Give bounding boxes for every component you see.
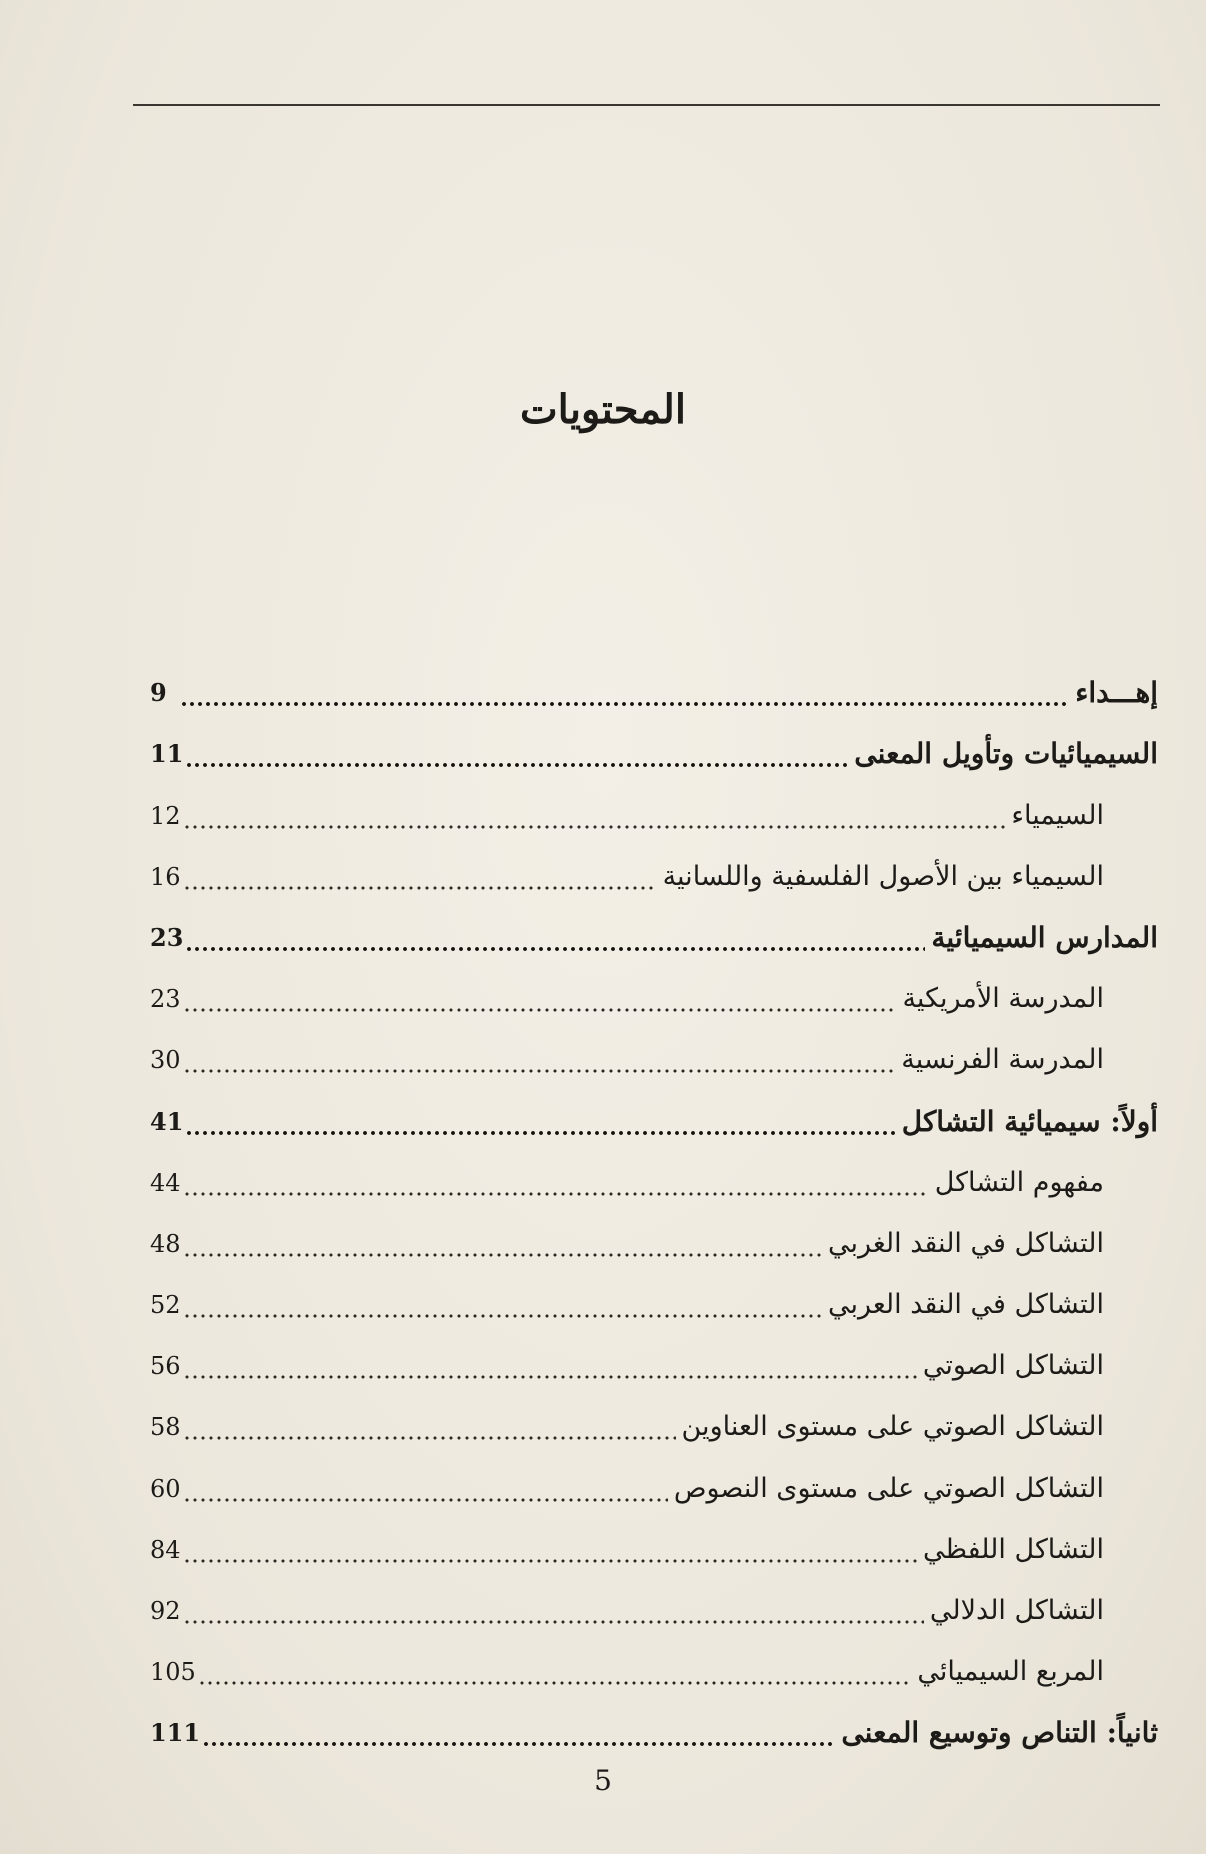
toc-entry-page: 111 [150, 1718, 201, 1748]
toc-entry-label: التشاكل الصوتي على مستوى النصوص [673, 1472, 1104, 1504]
toc-entry [150, 1692, 1158, 1753]
dot-leader [180, 673, 1069, 713]
dot-leader [185, 1102, 895, 1142]
toc-entry-page: 41 [150, 1106, 184, 1136]
toc-entry-label: التشاكل الدلالي [929, 1595, 1104, 1626]
toc-entry-page: 48 [150, 1229, 181, 1258]
toc-entry-page: 92 [150, 1597, 181, 1625]
table-of-contents [150, 652, 1158, 1753]
dot-leader [183, 1591, 924, 1631]
toc-entry-label: التشاكل الصوتي على مستوى العناوين [681, 1411, 1104, 1443]
toc-entry [150, 836, 1158, 897]
toc-entry-label: السيميائيات وتأويل المعنى [854, 737, 1158, 771]
dot-leader [183, 1346, 917, 1386]
toc-entry [150, 1264, 1158, 1325]
toc-entry-label: التشاكل اللفظي [922, 1533, 1104, 1565]
dot-leader [183, 857, 657, 897]
toc-entry-page: 44 [150, 1168, 181, 1197]
dot-leader [183, 1469, 668, 1509]
toc-entry-label: المدرسة الأمريكية [902, 983, 1104, 1015]
toc-entry-page: 52 [150, 1291, 181, 1320]
dot-leader [198, 1652, 912, 1692]
toc-entry [150, 1080, 1158, 1141]
dot-leader [202, 1713, 835, 1753]
toc-entry-label: ثانياً: التناص وتوسيع المعنى [841, 1716, 1158, 1750]
toc-entry [150, 1325, 1158, 1386]
toc-entry-page: 16 [150, 862, 181, 891]
toc-entry [150, 1142, 1158, 1203]
toc-entry-page: 23 [150, 985, 181, 1014]
toc-entry-label: المدارس السيميائية [931, 920, 1158, 954]
toc-entry [150, 897, 1158, 958]
dot-leader [183, 1163, 929, 1203]
toc-entry [150, 774, 1158, 835]
dot-leader [185, 734, 848, 774]
toc-entry [150, 1386, 1158, 1447]
toc-entry-page: 58 [150, 1413, 181, 1442]
dot-leader [183, 796, 1006, 836]
toc-entry-page: 84 [150, 1535, 181, 1564]
toc-entry-label: إهـــداء [1075, 676, 1158, 710]
toc-entry-page: 30 [150, 1046, 181, 1075]
toc-entry [150, 1570, 1158, 1631]
dot-leader [183, 979, 897, 1019]
toc-entry-label: السيمياء بين الأصول الفلسفية واللسانية [662, 860, 1104, 892]
header-rule [133, 104, 1160, 106]
dot-leader [183, 1285, 822, 1325]
dot-leader [185, 918, 925, 958]
toc-entry-page: 11 [150, 739, 184, 769]
toc-entry-page: 23 [150, 922, 184, 952]
toc-entry-label: السيمياء [1011, 799, 1104, 831]
toc-entry [150, 713, 1158, 774]
dot-leader [183, 1530, 917, 1570]
toc-entry [150, 1203, 1158, 1264]
toc-entry-label: المربع السيميائي [917, 1656, 1104, 1688]
dot-leader [183, 1407, 676, 1447]
toc-entry-label: التشاكل في النقد العربي [827, 1289, 1104, 1321]
toc-entry-label: أولاً: سيميائية التشاكل [901, 1104, 1158, 1138]
toc-entry [150, 958, 1158, 1019]
dot-leader [183, 1224, 822, 1264]
page-number: 5 [594, 1764, 612, 1797]
toc-entry [150, 1019, 1158, 1080]
toc-entry-page: 9 [150, 678, 167, 708]
toc-entry-label: المدرسة الفرنسية [901, 1044, 1104, 1076]
toc-entry-page: 60 [150, 1474, 181, 1503]
toc-entry [150, 652, 1158, 713]
toc-entry-label: التشاكل في النقد الغربي [827, 1227, 1104, 1259]
dot-leader [183, 1040, 896, 1080]
toc-entry-page: 12 [150, 801, 181, 830]
toc-entry-label: مفهوم التشاكل [934, 1166, 1104, 1198]
page-title: المحتويات [520, 386, 686, 433]
toc-entry [150, 1509, 1158, 1570]
toc-entry-page: 56 [150, 1352, 181, 1381]
toc-entry-page: 105 [150, 1658, 196, 1687]
toc-entry [150, 1631, 1158, 1692]
toc-entry-label: التشاكل الصوتي [922, 1350, 1104, 1382]
toc-entry [150, 1447, 1158, 1508]
